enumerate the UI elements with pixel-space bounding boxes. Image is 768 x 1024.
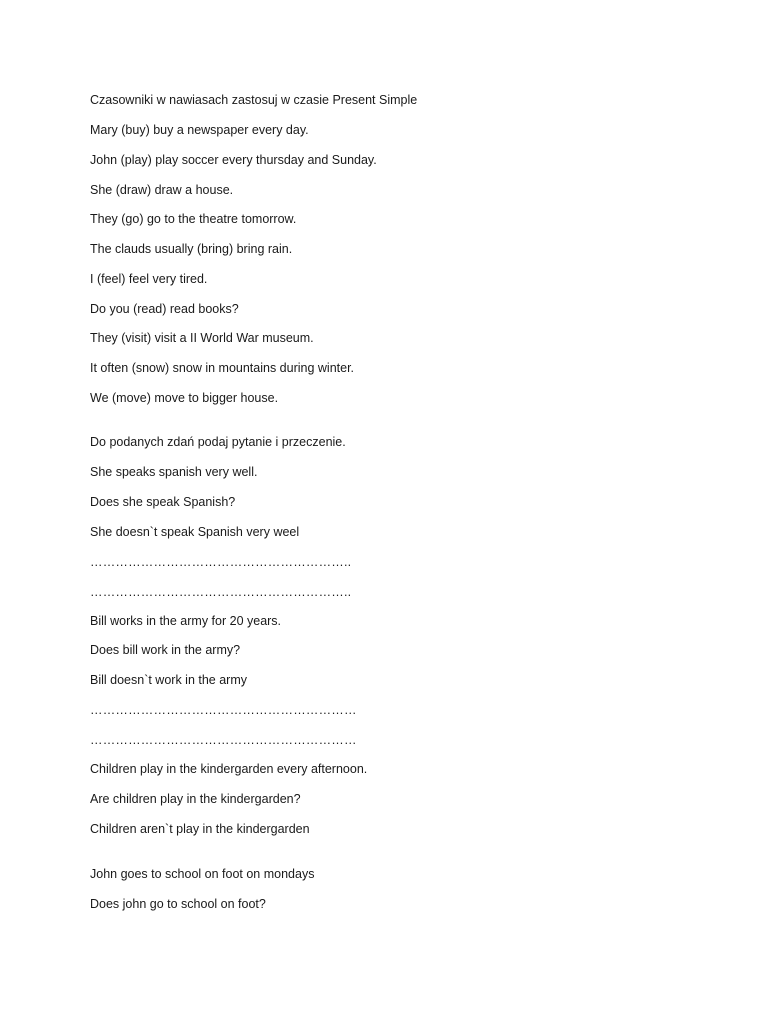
exercise-sentence-3: She (draw) draw a house. xyxy=(90,183,234,197)
exercise-sentence-9: It often (snow) snow in mountains during winter. xyxy=(90,361,355,375)
statement-line: Bill works in the army for 20 years. xyxy=(90,614,282,628)
statement-line: She speaks spanish very well. xyxy=(90,465,258,479)
negation-line: Bill doesn`t work in the army xyxy=(90,673,248,687)
exercise-sentence-1: Mary (buy) buy a newspaper every day. xyxy=(90,123,309,137)
question-line: Does bill work in the army? xyxy=(90,643,241,657)
statement-line: John goes to school on foot on mondays xyxy=(90,867,315,881)
answer-blank-line: ……………………………………………………… xyxy=(90,733,357,747)
negation-line: Children aren`t play in the kindergarden xyxy=(90,822,310,836)
answer-blank-line: ……………………………………………………… xyxy=(90,703,357,717)
question-line: Are children play in the kindergarden? xyxy=(90,792,301,806)
section-2-instruction: Do podanych zdań podaj pytanie i przeczenie. xyxy=(90,435,346,449)
answer-blank-line: …………………………………………………….. xyxy=(90,585,352,599)
exercise-sentence-2: John (play) play soccer every thursday and Sunday. xyxy=(90,153,377,167)
exercise-sentence-6: I (feel) feel very tired. xyxy=(90,272,208,286)
answer-blank-line: …………………………………………………….. xyxy=(90,555,352,569)
question-line: Does john go to school on foot? xyxy=(90,897,266,911)
exercise-sentence-10: We (move) move to bigger house. xyxy=(90,391,279,405)
exercise-sentence-4: They (go) go to the theatre tomorrow. xyxy=(90,212,297,226)
statement-line: Children play in the kindergarden every afternoon. xyxy=(90,762,368,776)
exercise-sentence-8: They (visit) visit a II World War museum. xyxy=(90,331,314,345)
negation-line: She doesn`t speak Spanish very weel xyxy=(90,525,300,539)
question-line: Does she speak Spanish? xyxy=(90,495,236,509)
exercise-sentence-7: Do you (read) read books? xyxy=(90,302,239,316)
section-1-instruction: Czasowniki w nawiasach zastosuj w czasie Present Simple xyxy=(90,93,418,107)
exercise-sentence-5: The clauds usually (bring) bring rain. xyxy=(90,242,293,256)
